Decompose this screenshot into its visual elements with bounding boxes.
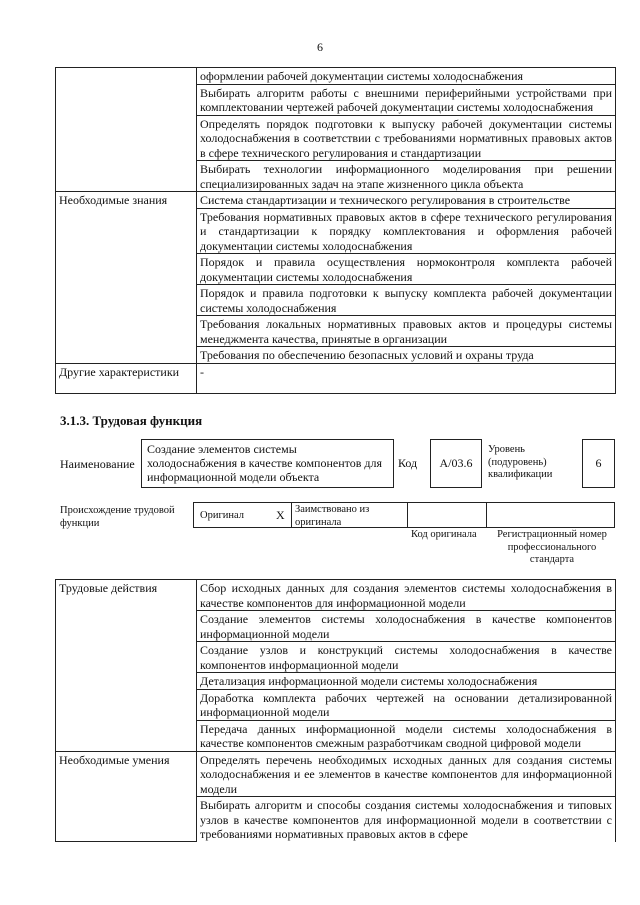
row-label-empty <box>56 68 197 192</box>
function-name-box <box>141 439 394 488</box>
original-mark: X <box>276 508 285 522</box>
table-cell: Выбирать технологии информационного моделирования при решении специализированных задач на этапе жизненного цикла объекта <box>197 161 616 192</box>
code-value: A/03.6 <box>439 456 473 470</box>
row-label-knowledge: Необходимые знания <box>56 192 197 364</box>
table-cell: Система стандартизации и технического регулирования в строительстве <box>197 192 616 209</box>
borrowed-label: Заимствовано из оригинала <box>295 504 370 528</box>
divider <box>486 503 487 527</box>
table-cell: Требования по обеспечению безопасных условий и охраны труда <box>197 347 616 364</box>
table-cell: оформлении рабочей документации системы холодоснабжения <box>197 68 616 85</box>
table-cell: Требования нормативных правовых актов в сфере технического регулирования и стандартизации к порядку комплектования и оформления рабочей документации системы холодоснабжения <box>197 208 616 254</box>
level-value: 6 <box>595 456 602 470</box>
code-box <box>430 439 482 488</box>
row-label-other: Другие характеристики <box>56 363 197 393</box>
reg-number-caption: Регистрационный номер профессионального стандарта <box>497 529 607 565</box>
code-label: Код <box>398 456 418 470</box>
competency-table-top <box>55 67 616 394</box>
row-label-skills: Необходимые умения <box>56 751 197 842</box>
function-name-value: Создание элементов системы холодоснабжения в качестве компонентов для информационной модели объекта <box>147 442 382 484</box>
origin-label: Происхождение трудовой функции <box>60 505 175 529</box>
name-label: Наименование <box>60 457 135 471</box>
divider <box>407 503 408 527</box>
table-cell: Создание элементов системы холодоснабжения в качестве компонентов информационной модели <box>197 611 616 642</box>
table-cell: Определять перечень необходимых исходных данных для создания системы холодоснабжения и ее элементов в качестве компонентов для информационной модели <box>197 751 616 797</box>
table-cell: Требования локальных нормативных правовых актов и процедуры системы менеджмента качества, принятые в организации <box>197 316 616 347</box>
original-label: Оригинал <box>200 510 244 521</box>
competency-table-bottom <box>55 579 616 842</box>
table-cell: Сбор исходных данных для создания элементов системы холодоснабжения в качестве компонентов для информационной модели <box>197 580 616 611</box>
table-cell: Детализация информационной модели системы холодоснабжения <box>197 673 616 690</box>
table-cell: Выбирать алгоритм работы с внешними периферийными устройствами при комплектовании чертежей рабочей документации системы холодоснабжения <box>197 84 616 115</box>
table-cell: Доработка комплекта рабочих чертежей на основании детализированной информационной модели <box>197 689 616 720</box>
table-cell: Определять порядок подготовки к выпуску рабочей документации системы холодоснабжения в соответствии с требованиями нормативных правовых актов в сфере технического регулирования и стандартизации <box>197 115 616 161</box>
table-cell: Выбирать алгоритм и способы создания системы холодоснабжения и типовых узлов в качестве компонентов для информационной модели в соответствии с требованиями нормативных правовых актов в сфере <box>197 797 616 842</box>
table-cell: Порядок и правила осуществления нормоконтроля комплекта рабочей документации системы холодоснабжения <box>197 254 616 285</box>
table-cell: Создание узлов и конструкций системы холодоснабжения в качестве компонентов информационной модели <box>197 642 616 673</box>
origin-row <box>193 502 615 528</box>
level-label: Уровень (подуровень) квалификации <box>488 444 553 480</box>
page-number: 6 <box>317 40 323 54</box>
row-label-actions: Трудовые действия <box>56 580 197 752</box>
table-cell: - <box>197 363 616 393</box>
divider <box>291 503 292 527</box>
code-original-caption: Код оригинала <box>411 529 477 540</box>
table-cell: Передача данных информационной модели системы холодоснабжения в качестве компонентов смежным разработчикам сводной цифровой модели <box>197 720 616 751</box>
level-box <box>582 439 615 488</box>
section-heading: 3.1.3. Трудовая функция <box>60 413 203 428</box>
table-cell: Порядок и правила подготовки к выпуску комплекта рабочей документации системы холодоснабжения <box>197 285 616 316</box>
